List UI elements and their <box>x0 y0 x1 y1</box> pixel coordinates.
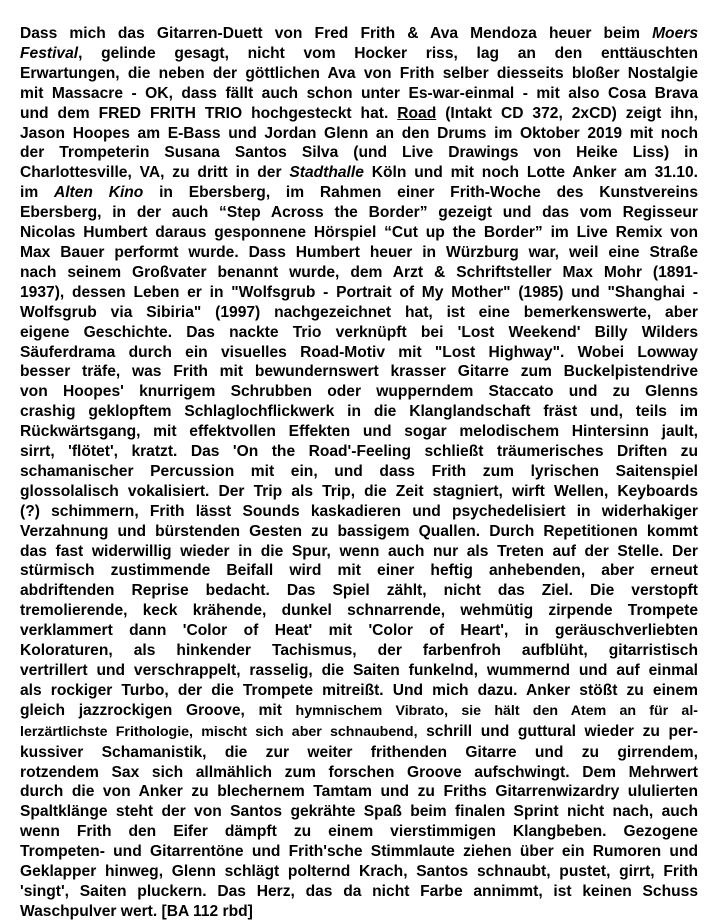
text-run: Waschpulver wert. [BA 112 rbd] <box>20 902 253 920</box>
text-run: vertrillert und verschrappelt, rasselig, die Saiten funkelnd, wummernd und auf einmal <box>20 662 698 679</box>
text-run: Max Bauer performt wurde. Dass Humbert heuer in Würzburg war, weil eine Straße <box>20 243 698 261</box>
text-line <box>20 701 698 722</box>
text-line <box>20 263 698 283</box>
text-run: tremolierende, keck krähende, dunkel schnarrende, wehmütig zirpende Trompete <box>20 602 698 620</box>
italic-phrase: Stadthalle <box>289 164 364 182</box>
text-line <box>20 183 698 203</box>
text-line <box>20 24 698 44</box>
text-line <box>20 882 698 902</box>
text-run: Säuferdrama durch ein visuelles Road-Motiv mit "Lost Highway". Wobei Lowway <box>20 343 698 361</box>
text-run: Nicolas Humbert daraus gesponnene Hörspiel “Cut up the Border” im Live Remix von <box>20 224 698 242</box>
text-line <box>20 782 698 802</box>
text-run: durch die von Anker zu blechernem Tamtam und zu Friths Gitarrenwizardry ululierten <box>20 783 698 801</box>
text-line <box>20 283 698 303</box>
text-run: Erwartungen, die neben der göttlichen Ava von Frith selber diesseits bloßer Nostalgie <box>20 64 698 82</box>
text-run: stürmisch zustimmende Beifall wird mit einer heftig anhebenden, aber erneut <box>20 562 698 580</box>
text-run: Rückwärtsgang, mit effektvollen Effekten und sogar melodischem Hintersinn jault, <box>20 423 698 441</box>
text-line <box>20 542 698 562</box>
text-line <box>20 462 698 482</box>
text-run: Verzahnung und bürstenden Gesten zu bassigem Quallen. Durch Repetitionen kommt <box>20 522 698 540</box>
text-line <box>20 581 698 601</box>
text-line <box>20 822 698 842</box>
text-run: Köln und mit noch Lotte Anker am 31.10. <box>363 164 698 182</box>
text-run: Charlottesville, VA, zu dritt in der <box>20 164 290 182</box>
text-line <box>20 44 698 64</box>
text-run: schamanischer Percussion mit ein, und dass Frith zum lyrischen Saitenspiel <box>20 462 698 480</box>
text-run: verklammert dann 'Color of Heat' mit 'Color of Heart', in geräuschverliebten <box>20 622 698 640</box>
text-line <box>20 143 698 163</box>
text-line <box>20 561 698 581</box>
text-run: crashig geklopftem Schlaglochflickwerk in die Klanglandschaft fräst und, teils im <box>20 403 698 421</box>
text-run: nach seinem Großvater benannt wurde, dem Arzt & Schriftsteller Max Mohr (1891- <box>20 263 698 281</box>
text-run: mit Massacre - OK, dass fällt auch schon unter Es-war-einmal - mit also Cosa Brava <box>20 84 698 102</box>
text-run: besser träfe, was Frith mit bewundernswert krasser Gitarre zum Buckelpistendrive <box>20 363 698 381</box>
text-run: gleich jazzrockigen Groove, mit <box>20 701 296 719</box>
text-line <box>20 722 698 743</box>
text-run: Dass mich das Gitarren-Duett von Fred Frith & Ava Mendoza heuer beim <box>20 25 653 42</box>
text-run: im <box>20 184 54 202</box>
text-line <box>20 601 698 621</box>
text-run: 1937), dessen Leben er in "Wolfsgrub - Portrait of My Mother" (1985) und "Shanghai - <box>20 283 698 301</box>
text-line <box>20 802 698 822</box>
text-line <box>20 621 698 641</box>
text-run: , gelinde gesagt, nicht vom Hocker riss, lag an den enttäuschten <box>78 44 698 62</box>
text-run: Trompeten- und Gitarrentöne und Frith'sche Stimmlaute ziehen über ein Rumoren und <box>20 843 698 861</box>
italic-phrase: Alten Kino <box>53 184 144 202</box>
text-run: in Ebersberg, im Rahmen einer Frith-Woche des Kunstvereins <box>143 184 698 202</box>
text-line <box>20 641 698 661</box>
text-line <box>20 842 698 862</box>
text-run: sirrt, 'flötet', kratzt. Das 'On the Road'-Feeling schließt träumerisches Driften zu <box>20 443 698 461</box>
text-run: Ebersberg, in der auch “Step Across the Border” gezeigt und das vom Regisseur <box>20 204 698 222</box>
text-line <box>20 243 698 263</box>
text-run: Wolfsgrub via Sibiria" (1997) nachgezeichnet hat, ist eine bemerkenswerte, aber <box>20 303 698 321</box>
text-line <box>20 661 698 681</box>
text-run: schrill und guttural wieder zu per- <box>417 722 698 740</box>
text-line <box>20 382 698 402</box>
text-run: Geklapper hinweg, Glenn schlägt polternd Krach, Santos schnaubt, pustet, girrt, Frith <box>20 863 698 881</box>
italic-phrase: Festival <box>20 44 79 62</box>
text-line <box>20 482 698 502</box>
text-run: und dem FRED FRITH TRIO hochgesteckt hat. <box>20 104 398 122</box>
text-line <box>20 323 698 343</box>
text-line <box>20 743 698 763</box>
text-run: eigene Geschichte. Das nackte Trio verknüpft bei 'Lost Weekend' Billy Wilders <box>20 323 698 341</box>
text-run: (Intakt CD 372, 2xCD) zeigt ihn, <box>436 104 698 122</box>
text-run: abdriftenden Reprise bedacht. Das Spiel zählt, nicht das Ziel. Die verstopft <box>20 582 698 600</box>
text-line <box>20 362 698 382</box>
text-line <box>20 442 698 462</box>
text-run: kussiver Schamanistik, die zur weiter frithenden Gitarre und zu girrendem, <box>20 743 698 761</box>
text-run: das fast widerwillig wieder in die Spur, wenn auch nur als Treten auf der Stelle. Der <box>20 542 698 560</box>
text-line <box>20 163 698 183</box>
text-line <box>20 303 698 323</box>
text-line <box>20 223 698 243</box>
text-run: Koloraturen, als hinkender Tachismus, der farbenfroh aufblüht, gitarristisch <box>20 642 698 660</box>
text-run: Jason Hoopes am E-Bass und Jordan Glenn an den Drums im Oktober 2019 mit noch <box>20 124 698 142</box>
text-line <box>20 862 698 882</box>
review-text <box>20 24 698 922</box>
text-run: von Hoopes' knurrigem Schrubben oder wupperndem Staccato und zu Glenns <box>20 383 698 401</box>
text-run: hymnischem Vibrato, sie hält den Atem an für al- <box>295 702 698 719</box>
text-run: lerzärtlichste Frithologie, mischt sich aber schnaubend, <box>20 723 418 740</box>
text-line <box>20 763 698 783</box>
text-run: rotzendem Sax sich allmählich zum forschen Groove aufschwingt. Dem Mehrwert <box>20 763 698 781</box>
text-line <box>20 902 698 922</box>
text-line <box>20 64 698 84</box>
text-run: glossolalisch vokalisiert. Der Trip als Trip, die Zeit stagniert, wirft Wellen, Keyboards <box>20 482 698 500</box>
text-run: (?) schimmern, Frith lässt Sounds kaskadieren und psychedelisiert in widerhakiger <box>20 502 698 520</box>
text-line <box>20 84 698 104</box>
text-run: der Trompeterin Susana Santos Silva (und Live Drawings von Heike Liss) in <box>20 144 698 162</box>
text-line <box>20 422 698 442</box>
text-line <box>20 203 698 223</box>
text-run: Spaltklänge steht der von Santos gekrähte Spaß beim finalen Sprint nicht nach, auch <box>20 803 698 821</box>
text-run: als rockiger Turbo, der die Trompete mitreißt. Und mich dazu. Anker stößt zu einem <box>20 681 698 699</box>
text-line <box>20 522 698 542</box>
text-line <box>20 104 698 124</box>
text-line <box>20 502 698 522</box>
text-line <box>20 124 698 144</box>
text-line <box>20 343 698 363</box>
album-title: Road <box>397 104 437 122</box>
italic-phrase: Moers <box>652 25 698 42</box>
text-run: 'singt', Saiten pluckern. Das Herz, das da nicht Farbe annimmt, ist keinen Schuss <box>20 882 698 900</box>
text-line <box>20 681 698 701</box>
text-run: wenn Frith den Eifer dämpft zu einem vierstimmigen Klangbeben. Gezogene <box>20 823 698 841</box>
text-line <box>20 402 698 422</box>
